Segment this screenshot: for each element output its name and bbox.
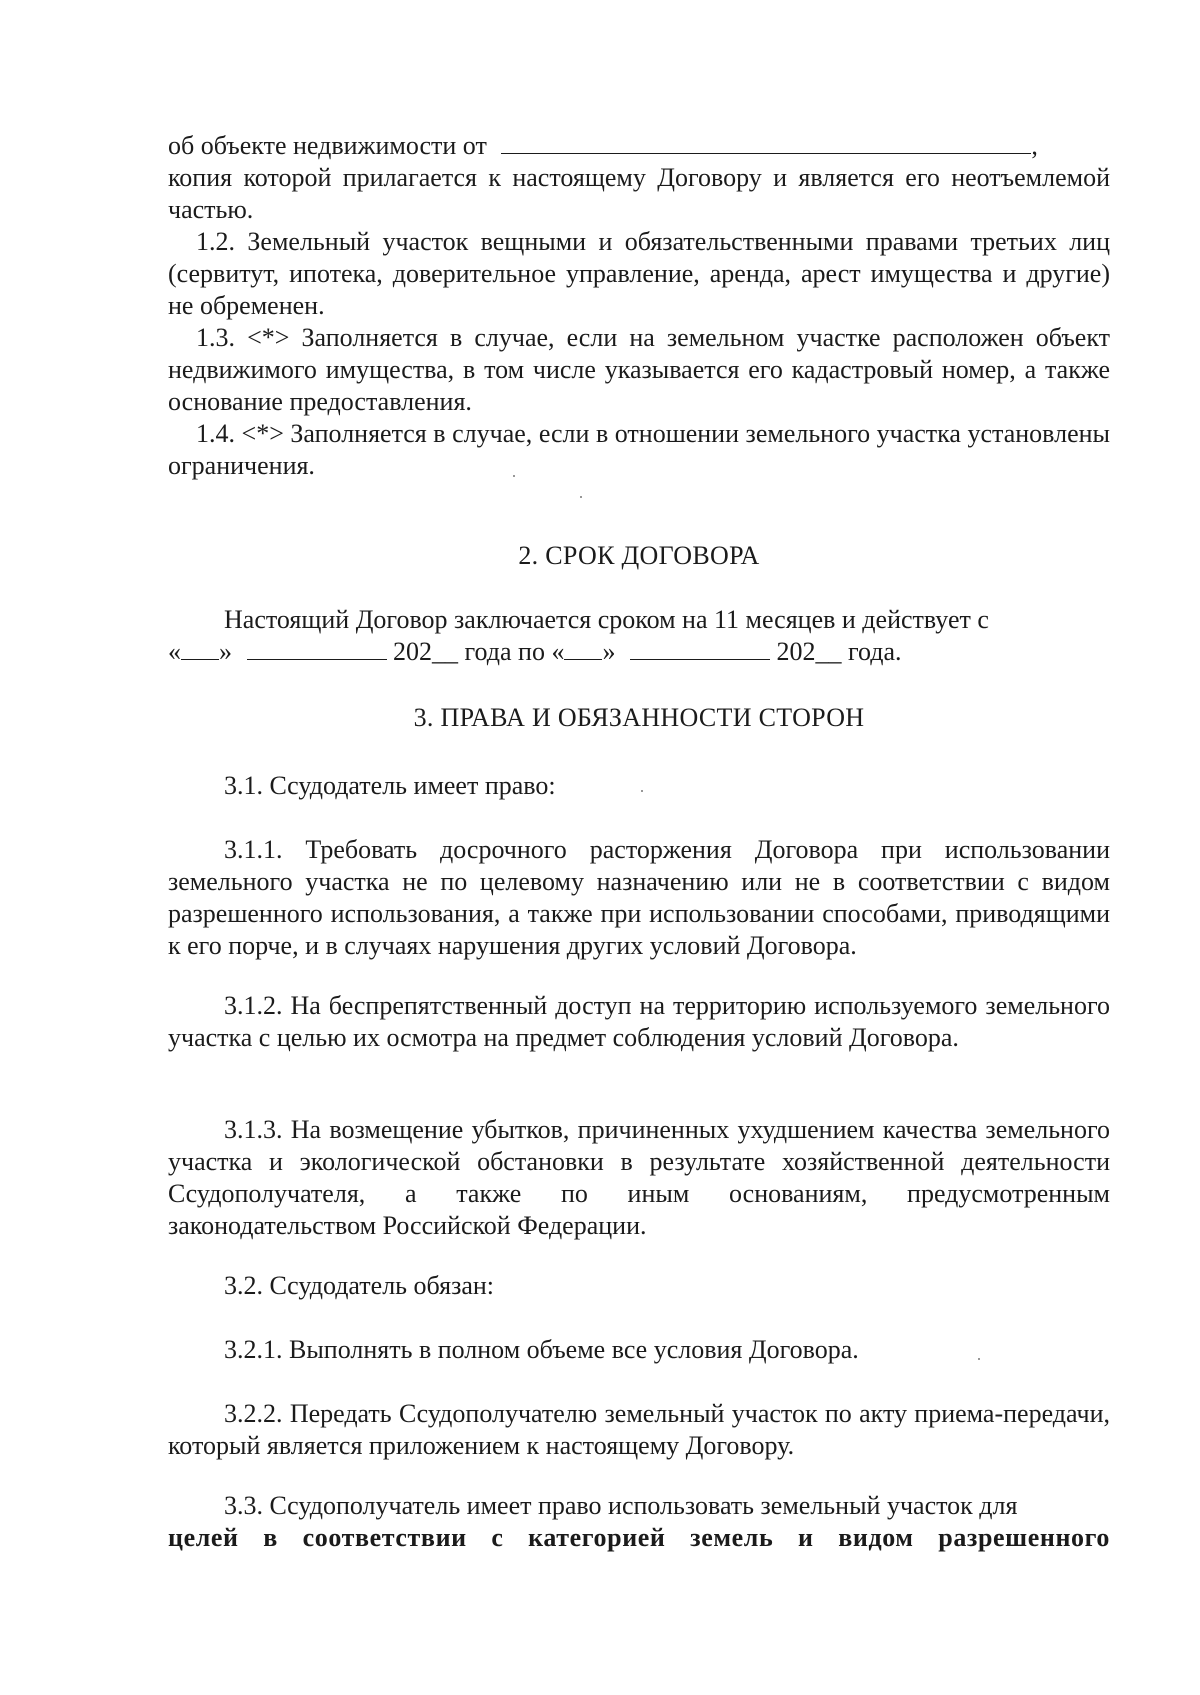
intro-continuation: копия которой прилагается к настоящему Договору и является его неотъемлемой частью. (168, 163, 1110, 224)
term-year-1: 202__ года по « (393, 637, 565, 666)
clause-3-2-2: 3.2.2. Передать Ссудополучателю земельный участок по акту приема-передачи, который является приложением к настоящему Договору. (168, 1399, 1110, 1460)
clause-3-1-1: 3.1.1. Требовать досрочного расторжения Договора при использовании земельного участка не по целевому назначению или не в соответствии с видом разрешенного использования, а также при использовании способами, приводящими к его порче, и в случаях нарушения других условий Договора. (168, 835, 1110, 960)
term-close-quote-1: » (219, 637, 232, 666)
clause-3-3-line-2: целей в соответствии с категорией земель и видом разрешенного (168, 1523, 1110, 1552)
term-open-quote-1: « (168, 637, 181, 666)
clause-3-1-2: 3.1.2. На беспрепятственный доступ на территорию используемого земельного участка с целью их осмотра на предмет соблюдения условий Договора. (168, 991, 1110, 1052)
clause-1-4: 1.4. <*> Заполняется в случае, если в отношении земельного участка установлены ограничения. (168, 419, 1110, 480)
scan-speck (978, 1358, 980, 1360)
clause-3-3-line-1: 3.3. Ссудополучатель имеет право использовать земельный участок для (224, 1491, 1018, 1520)
term-dates-line (168, 636, 1110, 668)
scan-speck (580, 496, 582, 498)
intro-date-blank (501, 131, 1031, 154)
section-2-heading: 2. СРОК ДОГОВОРА (518, 541, 760, 570)
clause-3-1-3: 3.1.3. На возмещение убытков, причиненных ухудшением качества земельного участка и экологической обстановки в результате хозяйственной деятельности Ссудополучателя, а также по иным основаниям, предусмотренным законодательством Российской Федерации. (168, 1115, 1110, 1240)
term-year-2: 202__ года. (776, 637, 902, 666)
term-month-blank-2 (630, 637, 770, 660)
intro-line-text: об объекте недвижимости от (168, 131, 487, 160)
clause-1-2: 1.2. Земельный участок вещными и обязательственными правами третьих лиц (сервитут, ипотека, доверительное управление, аренда, арест имущества и другие) не обременен. (168, 227, 1110, 320)
intro-comma: , (1031, 131, 1038, 160)
intro-line (168, 130, 1110, 162)
term-paragraph: Настоящий Договор заключается сроком на 11 месяцев и действует с (224, 605, 989, 634)
clause-1-3: 1.3. <*> Заполняется в случае, если на земельном участке расположен объект недвижимого имущества, в том числе указывается его кадастровый номер, а также основание предоставления. (168, 323, 1110, 416)
scan-speck (513, 475, 515, 477)
term-day-blank-2 (564, 637, 602, 660)
clause-3-1: 3.1. Ссудодатель имеет право: (224, 771, 556, 800)
term-day-blank-1 (181, 637, 219, 660)
clause-3-2: 3.2. Ссудодатель обязан: (224, 1271, 495, 1300)
term-close-quote-2: » (602, 637, 616, 666)
clause-3-2-1: 3.2.1. Выполнять в полном объеме все условия Договора. (224, 1335, 859, 1364)
scan-speck (641, 790, 643, 792)
section-3-heading: 3. ПРАВА И ОБЯЗАННОСТИ СТОРОН (413, 703, 865, 732)
term-month-blank-1 (247, 637, 387, 660)
